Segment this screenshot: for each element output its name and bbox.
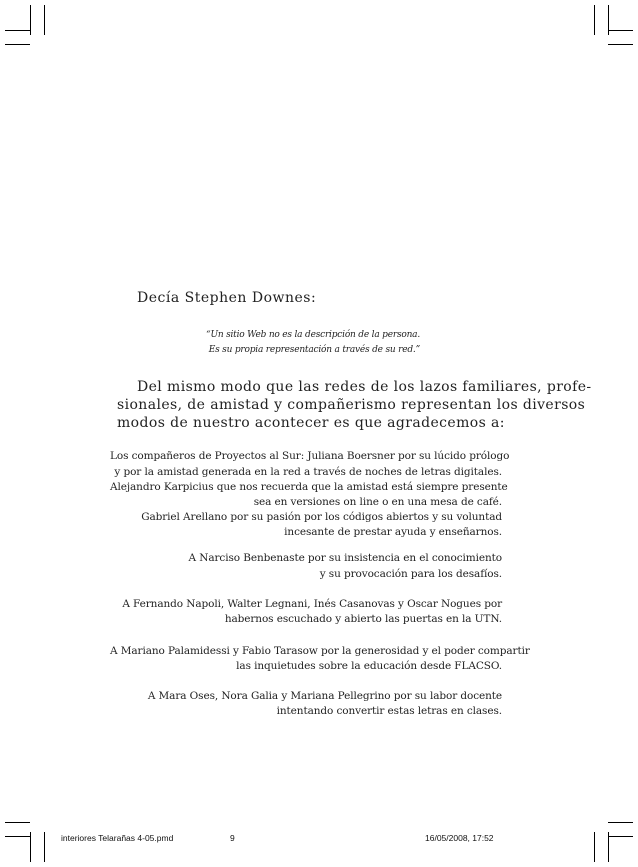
crop-mark: [5, 822, 30, 823]
ack-line: y por la amistad generada en la red a través de noches de letras digitales.: [114, 466, 502, 478]
crop-mark: [30, 5, 31, 35]
body-paragraph: [117, 378, 592, 432]
ack-line: A Mara Oses, Nora Galia y Mariana Pellegrino por su labor docente: [147, 690, 502, 702]
crop-mark: [44, 832, 45, 862]
crop-mark: [608, 836, 633, 837]
ack-line: A Mariano Palamidessi y Fabio Tarasow por la generosidad y el poder compartir: [110, 645, 530, 657]
ack-line: incesante de prestar ayuda y enseñarnos.: [284, 526, 502, 538]
ack-line: A Narciso Benbenaste por su insistencia en el conocimiento: [188, 552, 502, 564]
ack-line: habernos escuchado y abierto las puertas en la UTN.: [224, 613, 502, 625]
ack-line: Alejandro Karpicius que nos recuerda que la amistad está siempre presente: [110, 481, 508, 493]
crop-mark: [594, 832, 595, 862]
ack-line: Los compañeros de Proyectos al Sur: Juliana Boersner por su lúcido prólogo: [110, 450, 510, 462]
paragraph-line: sionales, de amistad y compañerismo representan los diversos: [117, 397, 586, 413]
crop-mark: [5, 836, 30, 837]
footer-filename: interiores Telarañas 4-05.pmd: [61, 833, 174, 843]
paragraph-line: modos de nuestro acontecer es que agradecemos a:: [117, 415, 505, 431]
ack-line: Gabriel Arellano por su pasión por los códigos abiertos y su voluntad: [141, 511, 502, 523]
crop-mark: [608, 44, 633, 45]
footer-datetime: 16/05/2008, 17:52: [425, 833, 494, 843]
crop-mark: [30, 832, 31, 862]
crop-mark: [594, 5, 595, 35]
footer-page-number: 9: [230, 833, 235, 843]
crop-mark: [44, 5, 45, 35]
ack-line: sea en versiones on line o en una mesa de café.: [253, 496, 502, 508]
ack-line: y su provocación para los desafíos.: [319, 568, 502, 580]
intro-line: Decía Stephen Downes:: [137, 290, 317, 306]
ack-line: las inquietudes sobre la educación desde FLACSO.: [236, 660, 502, 672]
paragraph-line: Del mismo modo que las redes de los lazos familiares, profe-: [137, 379, 592, 395]
crop-mark: [608, 822, 633, 823]
quote-line: “Un sitio Web no es la descripción de la persona.: [206, 330, 420, 340]
quote-line: Es su propia representación a través de su red.”: [208, 345, 420, 355]
ack-line: A Fernando Napoli, Walter Legnani, Inés Casanovas y Oscar Nogues por: [122, 598, 502, 610]
crop-mark: [5, 30, 30, 31]
crop-mark: [608, 30, 633, 31]
crop-mark: [5, 44, 30, 45]
ack-line: intentando convertir estas letras en clases.: [276, 705, 502, 717]
